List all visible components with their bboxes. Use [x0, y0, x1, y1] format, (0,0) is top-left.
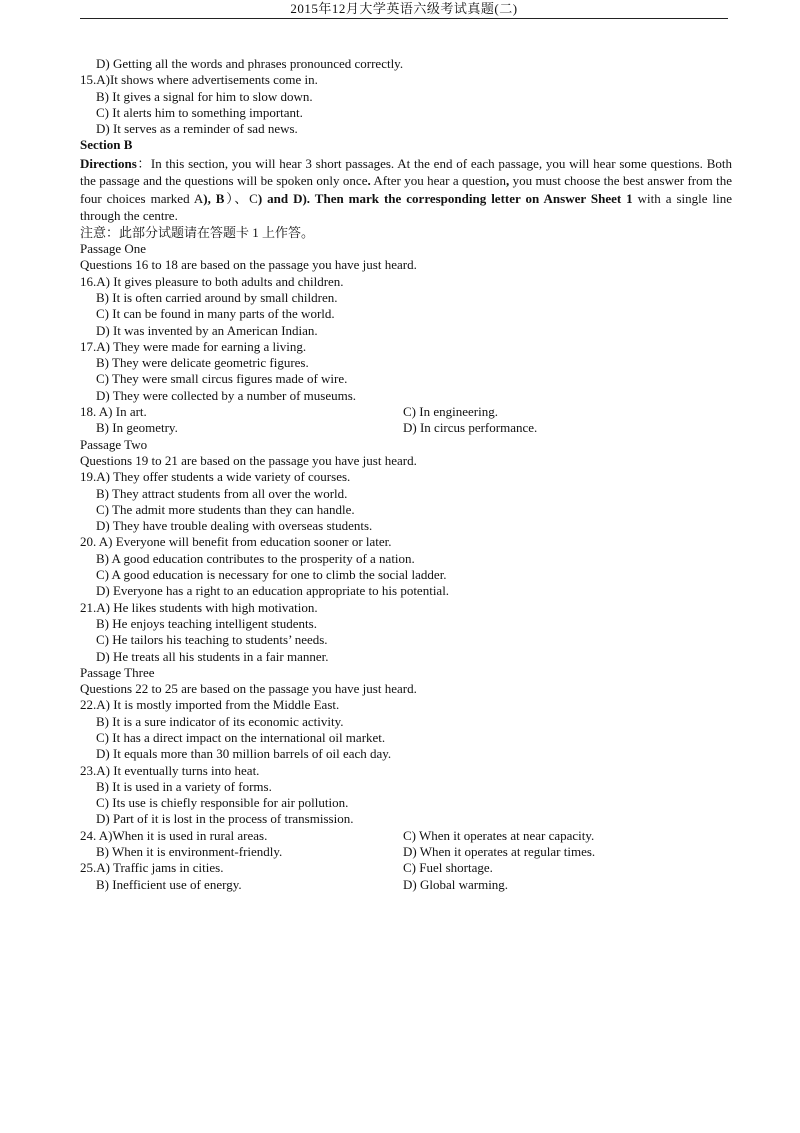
option-25b: B) Inefficient use of energy.	[96, 876, 242, 892]
option-18d: D) In circus performance.	[403, 420, 538, 436]
option-25c: C) Fuel shortage.	[403, 860, 493, 876]
option-14d: D) Getting all the words and phrases pronounced correctly.	[96, 56, 404, 71]
option-23a: 23.A) It eventually turns into heat.	[80, 762, 260, 778]
option-17b: B) They were delicate geometric figures.	[96, 355, 309, 371]
question-24-row-1	[80, 828, 732, 844]
option-15d: D) It serves as a reminder of sad news.	[96, 121, 298, 137]
option-16c: C) It can be found in many parts of the world.	[96, 306, 335, 322]
option-18b: B) In geometry.	[96, 420, 178, 436]
passage-three-instructions: Questions 22 to 25 are based on the passage you have just heard.	[80, 681, 417, 697]
passage-one-instructions: Questions 16 to 18 are based on the passage you have just heard.	[80, 257, 417, 273]
option-15a: 15.A)It shows where advertisements come in.	[80, 72, 318, 88]
option-18c: C) In engineering.	[403, 404, 498, 420]
option-23b: B) It is used in a variety of forms.	[96, 778, 272, 794]
option-22c: C) It has a direct impact on the international oil market.	[96, 729, 386, 745]
option-17d: D) They were collected by a number of museums.	[96, 387, 357, 403]
option-25a: 25.A) Traffic jams in cities.	[80, 860, 224, 876]
option-19b: B) They attract students from all over the world.	[96, 485, 348, 501]
option-25d: D) Global warming.	[403, 876, 509, 892]
option-21d: D) He treats all his students in a fair manner.	[96, 648, 329, 664]
option-18a: 18. A) In art.	[80, 404, 147, 420]
option-16d: D) It was invented by an American Indian.	[96, 322, 318, 338]
passage-three-title: Passage Three	[80, 664, 155, 680]
option-24b: B) When it is environment-friendly.	[96, 844, 283, 860]
exam-content	[80, 56, 732, 893]
question-18-row-1	[80, 404, 732, 420]
option-15c: C) It alerts him to something important.	[96, 104, 303, 120]
option-23c: C) Its use is chiefly responsible for air pollution.	[96, 795, 349, 811]
chinese-note: 注意：此部分试题请在答题卡 1 上作答。	[80, 224, 315, 240]
passage-two-title: Passage Two	[80, 436, 148, 452]
question-18-row-2	[80, 420, 732, 436]
option-21b: B) He enjoys teaching intelligent students.	[96, 615, 317, 631]
passage-two-instructions: Questions 19 to 21 are based on the passage you have just heard.	[80, 452, 417, 468]
option-22a: 22.A) It is mostly imported from the Middle East.	[80, 697, 340, 713]
question-24-row-2	[80, 844, 732, 860]
directions-label: Directions	[80, 155, 137, 171]
option-19a: 19.A) They offer students a wide variety of courses.	[80, 469, 351, 485]
option-15b: B) It gives a signal for him to slow down.	[96, 88, 313, 104]
option-19d: D) They have trouble dealing with overseas students.	[96, 518, 373, 534]
option-16b: B) It is often carried around by small children.	[96, 289, 338, 305]
option-19c: C) The admit more students than they can handle.	[96, 501, 355, 517]
option-20d: D) Everyone has a right to an education appropriate to his potential.	[96, 583, 450, 599]
question-25-row-2	[80, 877, 732, 893]
option-16a: 16.A) It gives pleasure to both adults and children.	[80, 273, 344, 289]
option-24a: 24. A)When it is used in rural areas.	[80, 827, 268, 843]
page-header: 2015年12月大学英语六级考试真题(二)	[80, 0, 728, 19]
option-22b: B) It is a sure indicator of its economic activity.	[96, 713, 344, 729]
option-17a: 17.A) They were made for earning a living.	[80, 338, 307, 354]
option-21a: 21.A) He likes students with high motivation.	[80, 599, 318, 615]
passage-one-title: Passage One	[80, 241, 147, 257]
option-23d: D) Part of it is lost in the process of transmission.	[96, 811, 354, 827]
answer-sheet-label: Answer Sheet 1	[543, 190, 633, 206]
option-20c: C) A good education is necessary for one to climb the social ladder.	[96, 567, 447, 583]
directions-paragraph: Directions：In this section, you will hear 3 short passages. At the end of each passage, you will hear some questions. Both the passage and the questions will be spoken only once. After you hear a question, you must choose the best answer from the four choices marked A), B）、C) and D). Then mark the corresponding letter on Answer Sheet 1 with a single line through the centre.	[80, 155, 733, 224]
option-24c: C) When it operates at near capacity.	[403, 827, 595, 843]
option-22d: D) It equals more than 30 million barrels of oil each day.	[96, 746, 392, 762]
question-25-row-1	[80, 860, 732, 876]
option-20a: 20. A) Everyone will benefit from education sooner or later.	[80, 534, 392, 550]
option-24d: D) When it operates at regular times.	[403, 844, 596, 860]
option-20b: B) A good education contributes to the prosperity of a nation.	[96, 550, 415, 566]
section-title: Section B	[80, 137, 133, 153]
option-21c: C) He tailors his teaching to students’ needs.	[96, 632, 328, 648]
option-17c: C) They were small circus figures made of wire.	[96, 371, 348, 387]
